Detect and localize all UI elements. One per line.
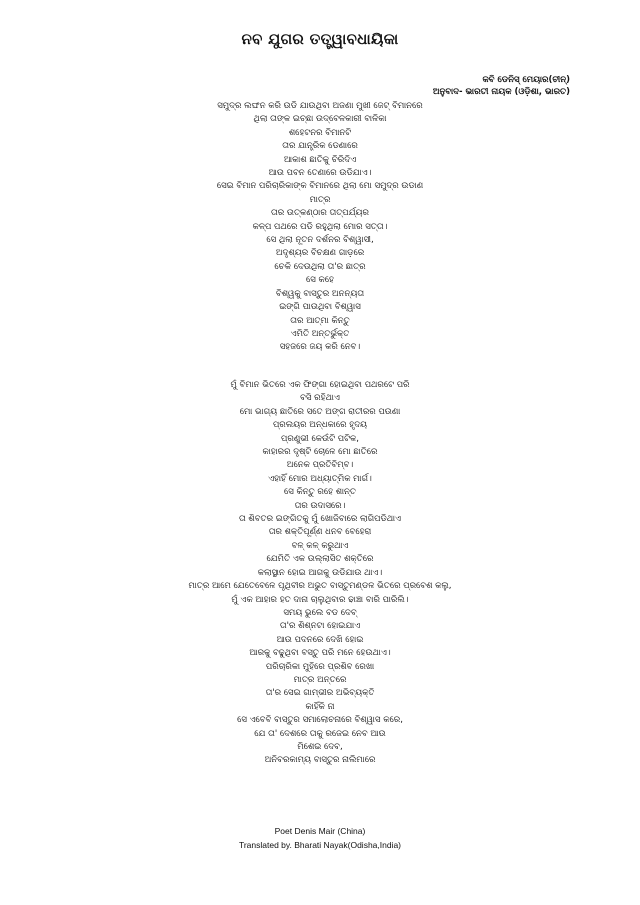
poem-line: କାହିଁକି ନା bbox=[305, 701, 335, 712]
poem-line: ପ୍ରଣୁଭୀ କେଉଁଟି ପଟିକ, bbox=[281, 433, 359, 444]
poem-line: କାହାରର ଦୃଷ୍ଟି ଚୋଳେ ମୋ ଛାତିରେ bbox=[262, 447, 378, 458]
poem-line: ଯେମିତି ଏକ ଉଲ୍ଲାସିତ ଶକ୍ତିରେ bbox=[266, 554, 374, 565]
poem-line: ମାତ୍ର ଅନ୍ତରେ bbox=[293, 674, 347, 685]
poem-line: ଅଦୃଶ୍ୟର ବିଚକ୍ଷଣ ଗାଡ଼ରେ bbox=[275, 248, 365, 259]
poem-line: ସମୟ ଭୁଲେ ବଡ ଦେବ୍ bbox=[283, 607, 357, 618]
poem-line: ଇଙ୍ଗି ପାଉଥିବା ବିଶ୍ୱାସ bbox=[279, 302, 361, 313]
poem-line: ତା ଶିବତର ଇଙ୍ଗିତକୁ ମୁଁ ଖୋଜିବାରେ ଲାଗିପଡିଥାଏ bbox=[238, 514, 402, 525]
poem-line: ତା'ର ଶିଶ୍ନଟା ହୋଇଯାଏ bbox=[279, 621, 361, 632]
poem-line: ଥିଲା ତାଙ୍କ ଇଚ୍ଛା ଉଦ୍ବେଳକାରୀ ବାଳିକା bbox=[253, 114, 387, 125]
poem-stanza-2 bbox=[0, 379, 640, 768]
poem-line: ମୁଁ ବିମାନ ଭିତରେ ଏକ ଫିଙ୍ଗା ହୋଇଥିବା ପଥରଟେ ପରି bbox=[230, 380, 410, 390]
poem-line: ଆଉ ପବନ ତେଣାରେ ଉଡିଯାଏ। bbox=[268, 168, 372, 179]
poem-line: ଅନେକ ପ୍ରତିବିମ୍ବ। bbox=[286, 460, 354, 471]
byline-poet: କବି ଡେନିସ୍ ମେୟାର(ଚୀନ୍) bbox=[482, 75, 570, 85]
poem-line: ଏମିତି ଅନ୍ତର୍ଭୁକ୍ତ bbox=[290, 328, 350, 339]
poem-line: ମୁଁ ଏକ ଆହାର ହତ ଦାନା ଚାଲୁଥିବାର ଢାଞ୍ଚା ବାରି ପାରିଲି। bbox=[231, 594, 409, 605]
poem-line: ଅନିବରକାମ୍ୟ ବାସ୍ତୁର ନାଲିମାରେ bbox=[264, 755, 376, 766]
poem-line: ତାର ଯାନ୍ତ୍ରିକ ଡେଣାରେ bbox=[282, 141, 358, 152]
poem-line: ସହଜରେ ଜୟ କରି ନେବ। bbox=[279, 342, 361, 353]
poem-line: ମିଶେଇ ଦେବ, bbox=[297, 741, 343, 752]
poem-line: ବଳ୍ କଳ୍ କରୁଥାଏ bbox=[291, 540, 349, 551]
footer-translator: Translated by. Bharati Nayak(Odisha,India) bbox=[238, 840, 402, 850]
poem-stanza-1 bbox=[0, 100, 640, 355]
poem-line: ସେ କିନ୍ତୁ ରହେ ଶାନ୍ତ bbox=[284, 487, 356, 498]
poem-line: ତା'ର ସେଇ ଗାମ୍ଭୀର ଅଭିବ୍ୟକ୍ତି bbox=[265, 688, 375, 699]
poem-line: ବସି ରହିଥାଏ bbox=[300, 393, 340, 404]
poem-line: ପରିଚାରିକା ମୁହିରେ ପ୍ରଶିବ ରେଖା bbox=[265, 661, 375, 672]
poem-line: ବିଶ୍ୱକୁ ବାସ୍ତୁର ଅନନ୍ୟତା bbox=[275, 288, 365, 299]
poem-line: ତାର ଉଦାସରେ। bbox=[294, 500, 346, 511]
poem-line: ସେ ଥିଲା ନୂତନ ଦର୍ଶନର ବିଶ୍ୱାସୀ, bbox=[266, 235, 374, 246]
poem-line: ଏହାହିଁ ମୋର ଅଧ୍ୟାତ୍ମିକ ମାର୍ଗ। bbox=[268, 473, 372, 484]
poem-line: ଚେକି ଦେଉଥିଲା ତା'ର ଛାତ୍ର bbox=[274, 261, 366, 272]
poem-line: ଆରକୁ ବଢୁଥିବା ବସ୍ତୁ ପରି ମନେ ହେଉଥାଏ। bbox=[249, 648, 391, 659]
poem-title: ନବ ଯୁଗର ତତ୍ତ୍ୱାବଧାୟିକା bbox=[241, 30, 399, 48]
poem-line: ଆକାଶ ଛାତିକୁ ଚିରିଦିଏ bbox=[283, 154, 357, 165]
poem-line: ତାର ଶକ୍ତିପୂର୍ଣ୍ଣ ଧନବ ବେହେରା bbox=[268, 527, 372, 538]
poem-line: ମାତ୍ର bbox=[309, 194, 331, 205]
poem-line: ପ୍ରଲୟର ଅନ୍ଧକାରେ ହୃଦୟ bbox=[272, 420, 368, 431]
poem-line: ତାର ଆତ୍ମା କିନ୍ତୁ bbox=[290, 315, 350, 326]
poem-line: କଳ୍ପ ପଥରେ ପଡି ରହୁଥିଲା ମୋର ସତ୍ତା। bbox=[252, 221, 388, 232]
poem-line: ଆଉ ପଦନରେ ଦେଖି ହୋଇ bbox=[276, 634, 364, 645]
footer-poet: Poet Denis Mair (China) bbox=[274, 826, 366, 836]
poem-line: କଲାସ୍ଥାନ ହୋଇ ଆଗକୁ ଉଡିଯାଉ ଥାଏ। bbox=[257, 567, 383, 578]
poem-line: ମୋ ଭାଗ୍ୟ ଛାତିରେ ସତେ ଅଙ୍ଗ ରାତୀରର ପଉଣା bbox=[239, 406, 401, 417]
poem-line: ଯେ ତା' ଦେଶରେ ତାକୁ ରଜେଇ ନେବ ଆଉ bbox=[254, 728, 386, 739]
poem-line: ଶହେଟନର ବିମାନଟି bbox=[288, 127, 352, 138]
poem-line: ସମୁଦ୍ର ଲଙ୍ଘନ କରି ଉଡି ଯାଉଥିବା ଅଜଣା ମୁଖୀ ଜେଟ୍ ବିମାନରେ bbox=[217, 101, 423, 111]
poem-line: ସେ ଏବେବି ବାସ୍ତୁର ସମାଲୋଚନାରେ ବିଶ୍ୱାସ କରେ, bbox=[237, 715, 403, 726]
poem-line: ତାର ଉତ୍କଣ୍ଠାର ତାତ୍ପର୍ଯ୍ୟର bbox=[270, 208, 369, 219]
byline-translator: ଅନୁବାଦ- ଭାରତୀ ନାୟକ (ଓଡ଼ିଶା, ଭାରତ) bbox=[432, 87, 570, 97]
poem-line: ସେଇ ବିମାନ ପରିଚାରିକାଙ୍କ ବିମାନରେ ଥିଲା ମୋ ସମୁଦ୍ର ଉଡାଣ bbox=[216, 181, 424, 192]
poem-line: ମାତ୍ର ଆମେ ଯେତେବେଳେ ପୃଥିବୀର ଅଭୁତ ବାସ୍ତୁମଣ୍ଡଳ ଭିତରେ ପ୍ରବେଶ କଲୁ, bbox=[188, 581, 452, 592]
poem-line: ସେ କହେ bbox=[306, 275, 334, 286]
